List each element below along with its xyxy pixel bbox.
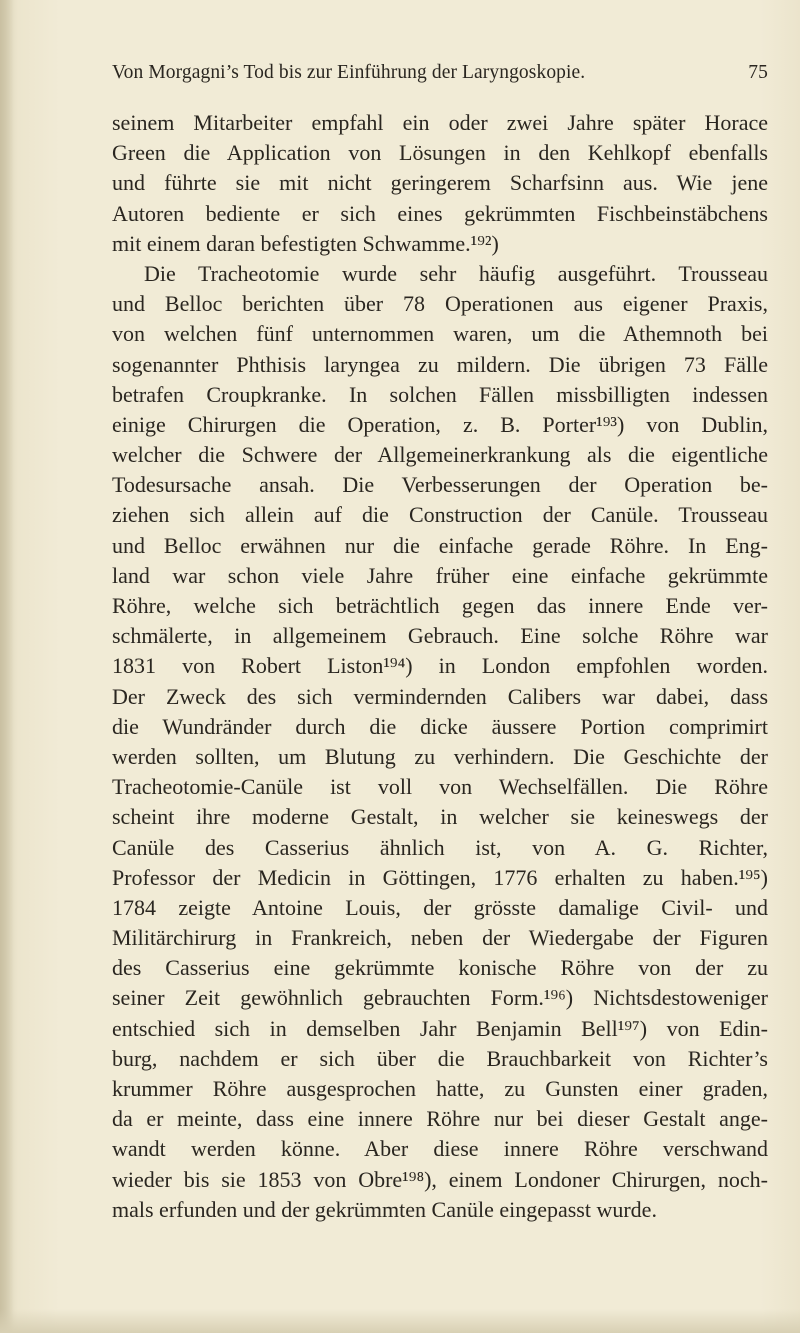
text-line: von welchen fünf unternommen waren, um die Athemnoth bei — [112, 321, 768, 347]
text-line: einige Chirurgen die Operation, z. B. Porter¹⁹³) von Dublin, — [112, 411, 768, 437]
text-line: 1831 von Robert Liston¹⁹⁴) in London empfohlen worden. — [112, 653, 768, 679]
text-line: entschied sich in demselben Jahr Benjamin Bell¹⁹⁷) von Edin- — [112, 1015, 768, 1041]
body-text — [112, 108, 768, 1225]
text-line: Der Zweck des sich vermindernden Calibers war dabei, dass — [112, 683, 768, 709]
text-line: Röhre, welche sich beträchtlich gegen das innere Ende ver- — [112, 593, 768, 618]
text-line: und Belloc erwähnen nur die einfache gerade Röhre. In Eng- — [112, 532, 768, 558]
text-line: Militärchirurg in Frankreich, neben der Wiedergabe der Figuren — [112, 925, 768, 951]
running-title: Von Morgagni’s Tod bis zur Einführung der Laryngoskopie. — [112, 62, 586, 83]
text-line: sogenannter Phthisis laryngea zu mildern. Die übrigen 73 Fälle — [112, 351, 768, 377]
text-line: Todesursache ansah. Die Verbesserungen der Operation be- — [112, 472, 768, 498]
text-line: wieder bis sie 1853 von Obre¹⁹⁸), einem Londoner Chirurgen, noch- — [112, 1166, 768, 1192]
text-line: des Casserius eine gekrümmte konische Röhre von der zu — [112, 955, 768, 981]
text-line: Tracheotomie-Canüle ist voll von Wechselfällen. Die Röhre — [112, 774, 768, 800]
text-line: welcher die Schwere der Allgemeinerkrankung als die eigentliche — [112, 442, 768, 468]
text-line: betrafen Croupkranke. In solchen Fällen missbilligten indessen — [112, 381, 768, 407]
text-line: land war schon viele Jahre früher eine einfache gekrümmte — [112, 562, 768, 588]
page-number: 75 — [748, 62, 768, 83]
text-line: Green die Application von Lösungen in den Kehlkopf ebenfalls — [112, 140, 768, 166]
text-line: krummer Röhre ausgesprochen hatte, zu Gunsten einer graden, — [112, 1076, 768, 1101]
text-line: 1784 zeigte Antoine Louis, der grösste damalige Civil- und — [112, 894, 768, 920]
spine-shadow — [0, 0, 14, 1333]
text-line: mals erfunden und der gekrümmten Canüle eingepasst wurde. — [112, 1196, 657, 1222]
text-line: ziehen sich allein auf die Construction der Canüle. Trousseau — [112, 502, 768, 528]
paragraph — [112, 108, 768, 259]
text-line: seiner Zeit gewöhnlich gebrauchten Form.¹⁹⁶) Nichtsdestoweniger — [112, 985, 768, 1011]
text-line: und Belloc berichten über 78 Operationen aus eigener Praxis, — [112, 291, 768, 317]
page-header — [112, 62, 768, 92]
text-line: Autoren bediente er sich eines gekrümmten Fischbeinstäbchens — [112, 200, 768, 226]
text-line: burg, nachdem er sich über die Brauchbarkeit von Richter’s — [112, 1045, 768, 1071]
text-line: Canüle des Casserius ähnlich ist, von A. G. Richter, — [112, 834, 768, 860]
text-line: seinem Mitarbeiter empfahl ein oder zwei Jahre später Horace — [112, 110, 768, 135]
text-line: wandt werden könne. Aber diese innere Röhre verschwand — [112, 1136, 768, 1162]
text-line: schmälerte, in allgemeinem Gebrauch. Eine solche Röhre war — [112, 623, 768, 649]
paragraph — [112, 259, 768, 1225]
text-line: scheint ihre moderne Gestalt, in welcher sie keineswegs der — [112, 804, 768, 830]
text-line: Professor der Medicin in Göttingen, 1776 erhalten zu haben.¹⁹⁵) — [112, 864, 768, 890]
text-line: werden sollten, um Blutung zu verhindern. Die Geschichte der — [112, 743, 768, 769]
text-line: mit einem daran befestigten Schwamme.¹⁹²) — [112, 230, 499, 256]
text-line: und führte sie mit nicht geringerem Scharfsinn aus. Wie jene — [112, 170, 768, 196]
text-line: da er meinte, dass eine innere Röhre nur bei dieser Gestalt ange- — [112, 1106, 768, 1132]
text-line: die Wundränder durch die dicke äussere Portion comprimirt — [112, 713, 768, 739]
text-line: Die Tracheotomie wurde sehr häufig ausgeführt. Trousseau — [144, 260, 768, 286]
page-bottom-edge — [0, 1309, 800, 1333]
